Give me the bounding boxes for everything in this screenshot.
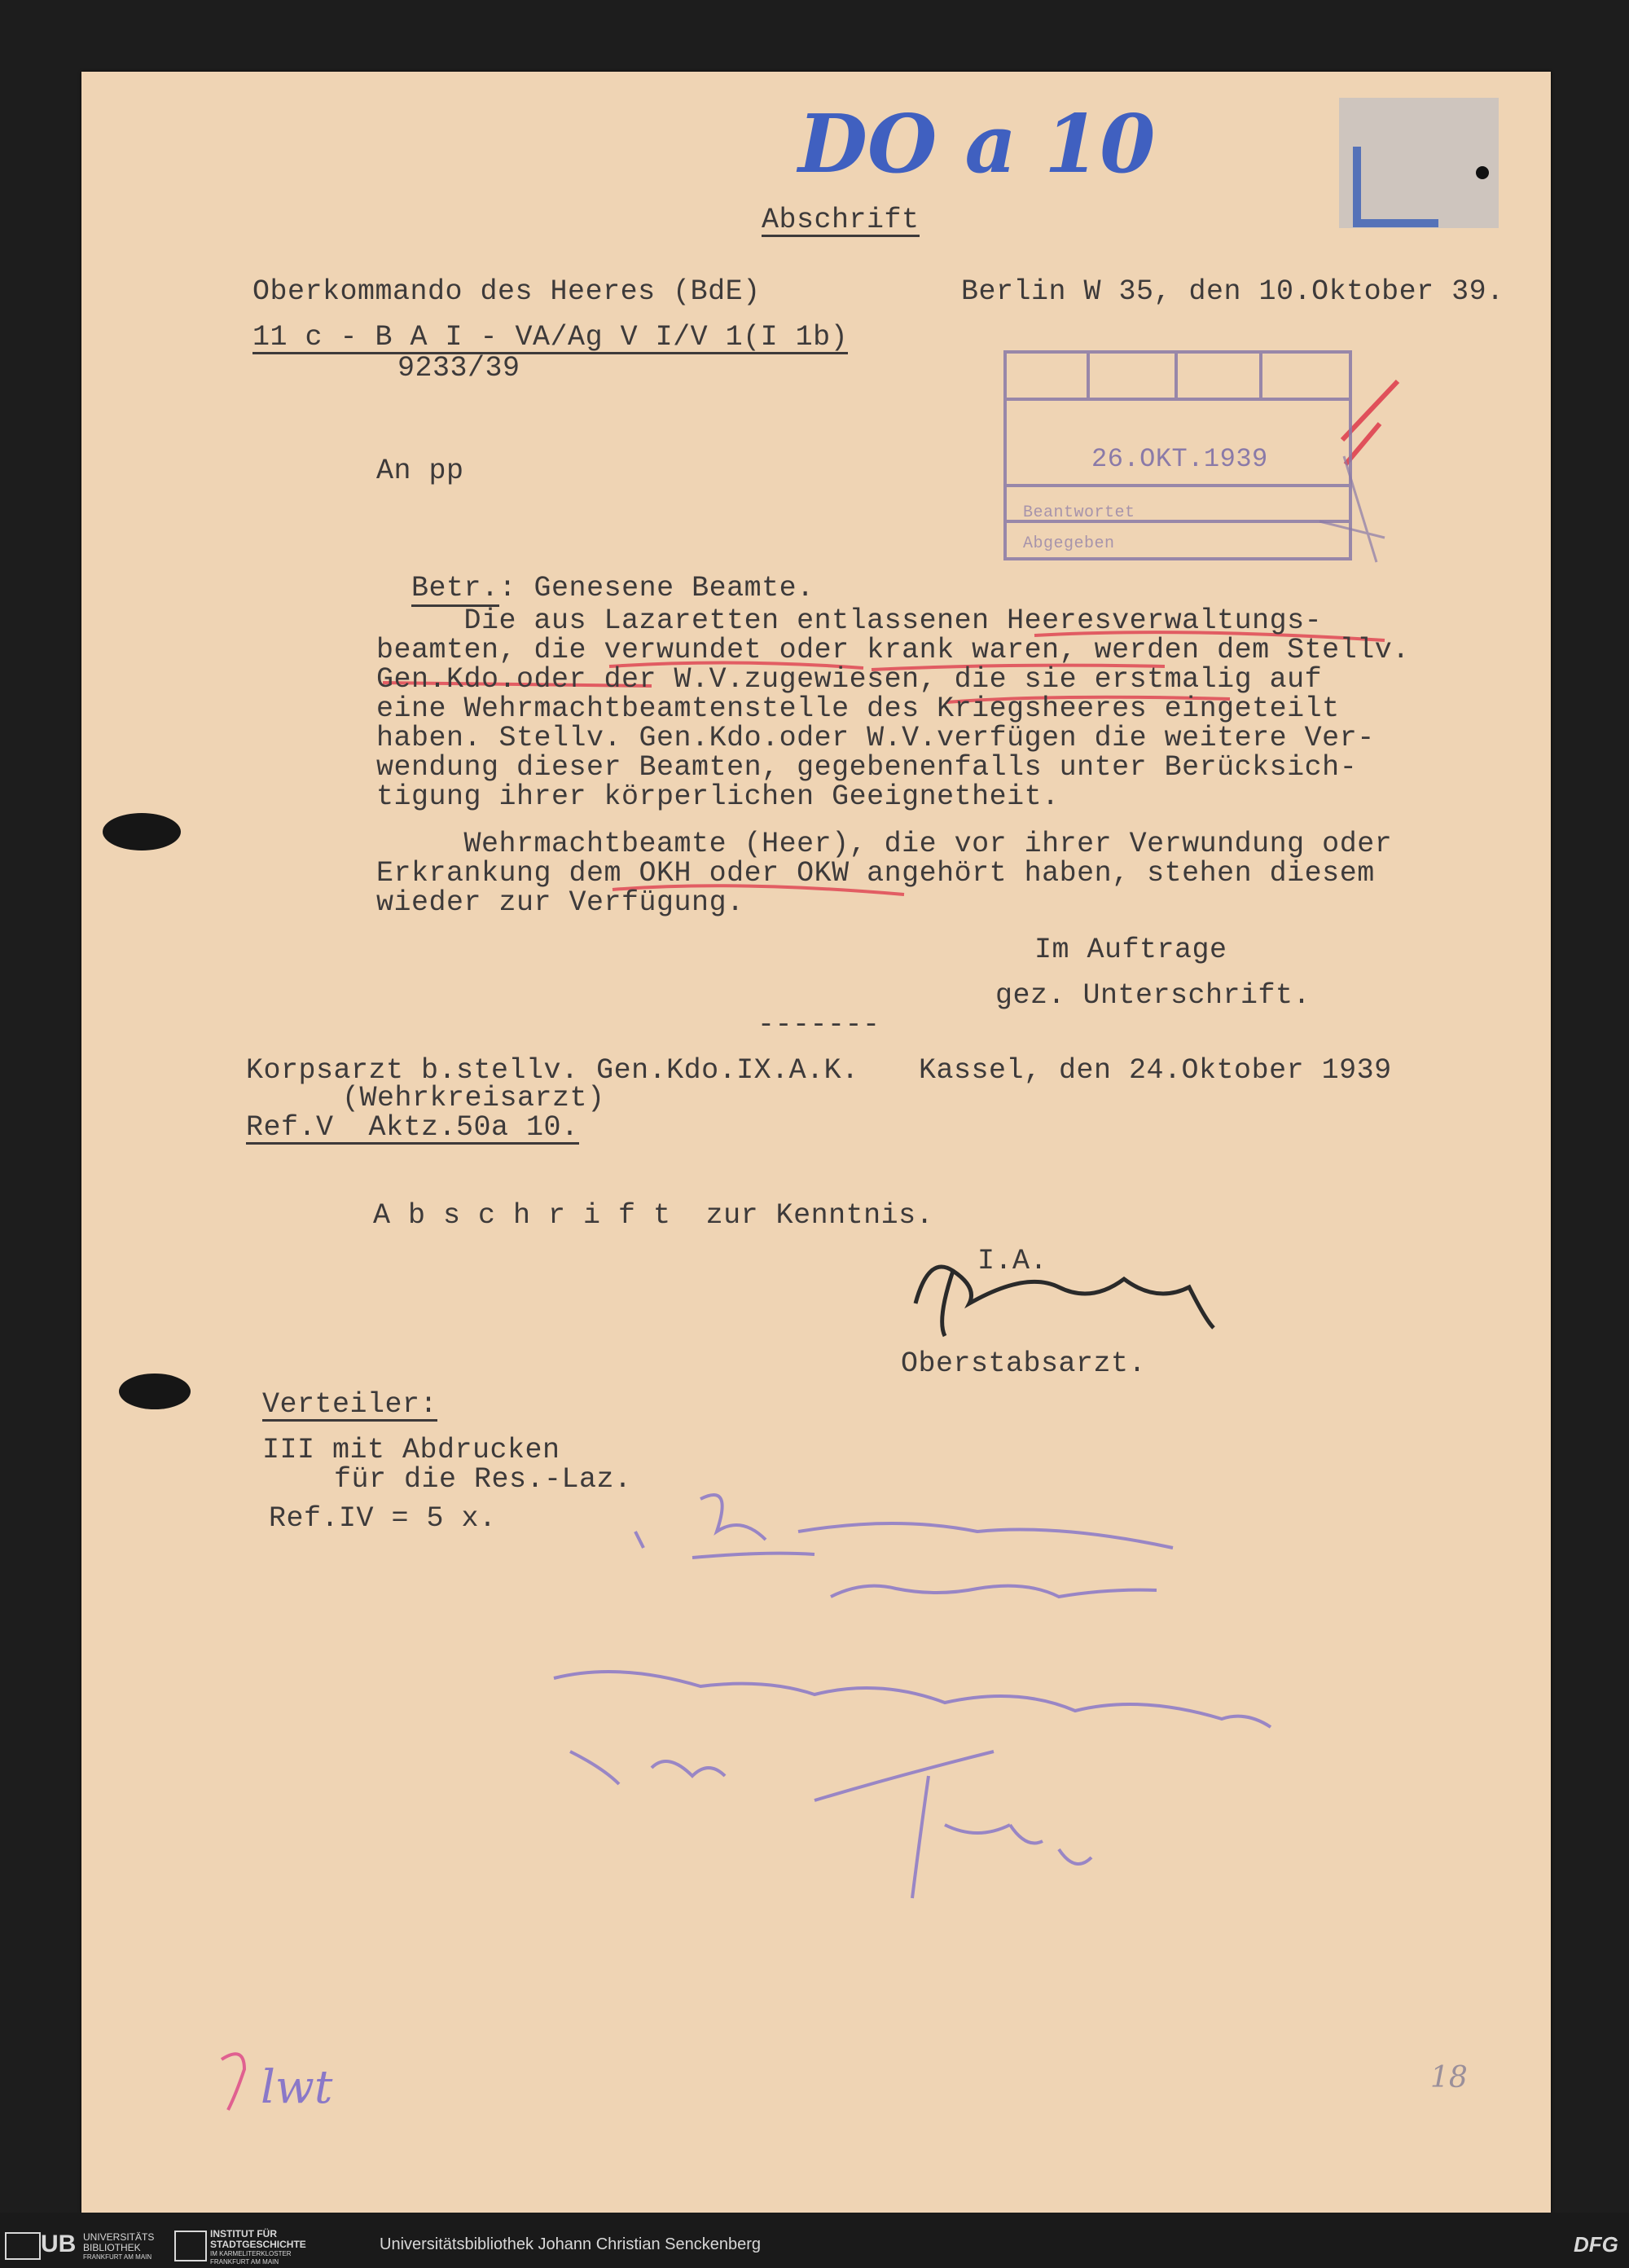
separator-line: -------: [757, 1009, 880, 1041]
sender-reference: 11 c - B A I - VA/Ag V I/V 1(I 1b): [252, 321, 849, 354]
handwritten-folio-number: 18: [1430, 2061, 1468, 2094]
body-line: wieder zur Verfügung.: [376, 886, 744, 919]
subject-line: [376, 544, 814, 603]
ub-logo: [5, 2232, 41, 2260]
distribution-line-2: für die Res.-Laz.: [334, 1463, 632, 1496]
body-line: Gen.Kdo.oder der W.V.zugewiesen, die sie erstmalig auf: [376, 663, 1323, 696]
second-ia: I.A.: [977, 1245, 1048, 1277]
second-rank: Oberstabsarzt.: [901, 1347, 1147, 1380]
sender-org: Oberkommando des Heeres (BdE): [252, 275, 761, 308]
second-sender: Korpsarzt b.stellv. Gen.Kdo.IX.A.K.: [246, 1054, 859, 1087]
library-name: Universitätsbibliothek Johann Christian Senckenberg: [380, 2235, 762, 2253]
body-line: haben. Stellv. Gen.Kdo.oder W.V.verfügen die weitere Ver-: [376, 722, 1375, 754]
second-reference: Ref.V Aktz.50a 10.: [246, 1111, 579, 1144]
second-sender-sub: (Wehrkreisarzt): [342, 1082, 605, 1114]
body-line: Die aus Lazaretten entlassenen Heeresverwaltungs-: [376, 604, 1323, 637]
stamp-line-2: Abgegeben: [1023, 534, 1115, 553]
ub-logo-text: UNIVERSITÄTS BIBLIOTHEK: [83, 2231, 155, 2253]
footer-bar: [0, 2213, 1629, 2268]
stamp-line-1: Beantwortet: [1023, 503, 1135, 522]
distribution-line-1: III mit Abdrucken: [262, 1434, 560, 1466]
ub-logo-sub: FRANKFURT AM MAIN: [83, 2253, 152, 2261]
body-line: Erkrankung dem OKH oder OKW angehört haben, stehen diesem: [376, 857, 1375, 890]
closing-signature-note: gez. Unterschrift.: [995, 979, 1311, 1012]
dfg-logo: DFG: [1574, 2232, 1618, 2257]
second-note: A b s c h r i f t zur Kenntnis.: [373, 1199, 934, 1232]
body-line: eine Wehrmachtbeamtenstelle des Kriegsheeres eingeteilt: [376, 692, 1340, 725]
salutation: An pp: [376, 455, 464, 487]
sender-number: 9233/39: [397, 352, 520, 385]
sender-place-date: Berlin W 35, den 10.Oktober 39.: [961, 275, 1504, 308]
ub-logo-abbr: UB: [41, 2231, 77, 2257]
subject-label: Betr.: [411, 572, 499, 607]
distribution-line-3: Ref.IV = 5 x.: [269, 1502, 497, 1535]
subject-text: : Genesene Beamte.: [498, 572, 814, 604]
violet-annotations: [554, 1495, 1271, 1898]
handwritten-file-code: DO a 10: [798, 98, 1156, 191]
scan-target-mark: [1339, 98, 1499, 228]
handwritten-initials: lwt: [261, 2061, 333, 2114]
signature-oberstabsarzt: [915, 1267, 1214, 1336]
isg-logo-sub: IM KARMELITERKLOSTER: [210, 2250, 292, 2257]
stamp-date: 26.OKT.1939: [1091, 444, 1268, 474]
isg-logo-text: INSTITUT FÜR STADTGESCHICHTE: [210, 2228, 306, 2250]
distribution-label: Verteiler:: [262, 1388, 438, 1421]
body-line: Wehrmachtbeamte (Heer), die vor ihrer Verwundung oder: [376, 828, 1393, 860]
body-line: tigung ihrer körperlichen Geeignetheit.: [376, 780, 1060, 813]
isg-logo: [174, 2231, 207, 2261]
second-place-date: Kassel, den 24.Oktober 1939: [919, 1054, 1392, 1087]
closing-im-auftrage: Im Auftrage: [1034, 934, 1227, 966]
body-line: beamten, die verwundet oder krank waren, werden dem Stellv.: [376, 634, 1410, 666]
body-line: wendung dieser Beamten, gegebenenfalls unter Berücksich-: [376, 751, 1358, 784]
isg-logo-sub2: FRANKFURT AM MAIN: [210, 2258, 279, 2266]
page-title: Abschrift: [762, 204, 920, 236]
